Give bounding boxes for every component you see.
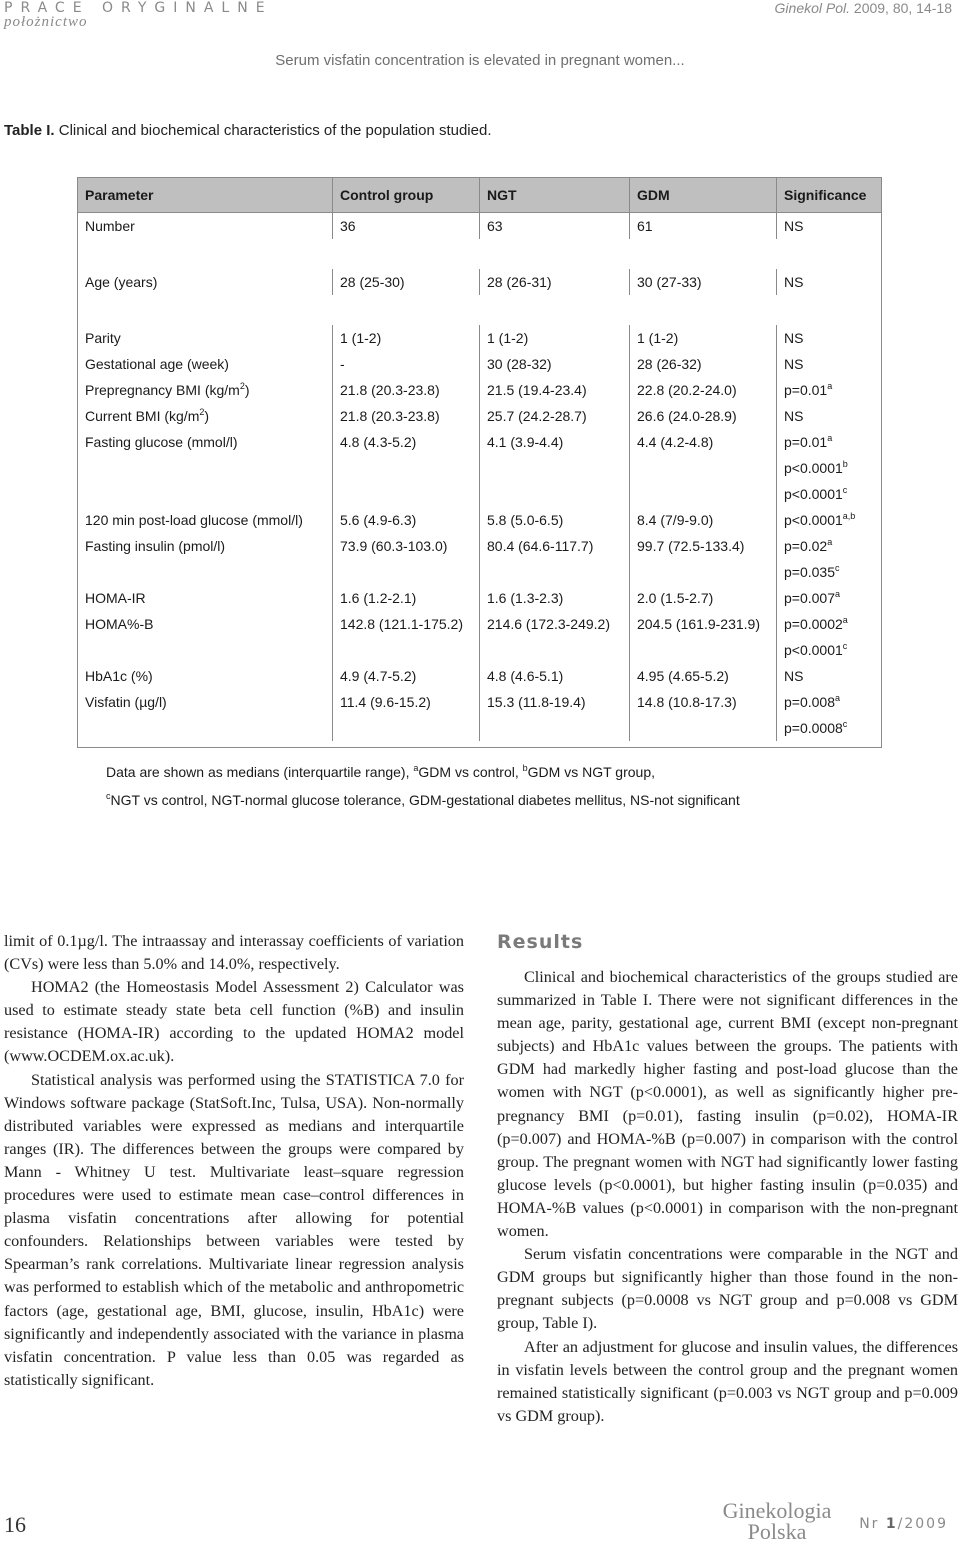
header-parameter: Parameter bbox=[78, 178, 333, 213]
significance-value bbox=[784, 611, 874, 637]
cell-control: 4.8 (4.3-5.2) bbox=[333, 429, 480, 507]
footnote-text: NGT vs control, NGT-normal glucose tolerance, GDM-gestational diabetes mellitus, NS-not significant bbox=[110, 792, 740, 808]
cell-control: 36 bbox=[333, 213, 480, 240]
significance-value bbox=[784, 351, 874, 377]
issue-number: 1 bbox=[885, 1516, 898, 1532]
cell-significance bbox=[777, 663, 882, 689]
significance-sup: a bbox=[827, 433, 833, 443]
footnote-text: GDM vs control, bbox=[418, 764, 523, 780]
cell-parameter bbox=[78, 403, 333, 429]
parameter-label: Gestational age (week) bbox=[85, 356, 229, 372]
significance-value bbox=[784, 213, 874, 239]
paragraph: limit of 0.1µg/l. The intraassay and interassay coefficients of variation (CVs) were less than 5.0% and 14.0%, respectively. bbox=[4, 932, 464, 974]
cell-ngt: 4.1 (3.9-4.4) bbox=[480, 429, 630, 507]
cell-gdm: 22.8 (20.2-24.0) bbox=[630, 377, 777, 403]
table-row bbox=[78, 611, 882, 663]
cell-significance bbox=[777, 507, 882, 533]
paragraph: Statistical analysis was performed using the STATISTICA 7.0 for Windows software package (StatSoft.Inc, Tulsa, USA). Non-normally distributed variables were expressed as medians and interquartile ranges (IR). The differences between the groups were compared by Mann - Whitney U test. Multivariate least–square regression procedures were used to estimate mean case–control differences in plasma visfatin concentrations after allowing for potential confounders. Relationships between variables were tested by Spearman’s rank correlations. Multivariate linear regression analysis was performed to establish which of the metabolic and anthropometric factors (age, gestational age, BMI, glucose, insulin, HbA1c) were significantly and independently associated with the variance in plasma visfatin concentration. P value less than 0.05 was regarded as statistically significant. bbox=[4, 1070, 464, 1389]
spacer-row bbox=[78, 295, 882, 325]
significance-value bbox=[784, 637, 874, 663]
significance-text: p=0.035 bbox=[784, 564, 835, 580]
parameter-label: Age (years) bbox=[85, 274, 158, 290]
cell-parameter bbox=[78, 611, 333, 663]
parameter-tail: ) bbox=[204, 408, 210, 424]
cell-gdm: 4.4 (4.2-4.8) bbox=[630, 429, 777, 507]
table-footnote-2 bbox=[106, 792, 740, 808]
significance-sup: c bbox=[842, 641, 848, 651]
significance-value bbox=[784, 533, 874, 559]
significance-sup: a bbox=[842, 615, 848, 625]
cell-ngt: 15.3 (11.8-19.4) bbox=[480, 689, 630, 741]
parameter-label: Parity bbox=[85, 330, 121, 346]
parameter-label: Number bbox=[85, 218, 135, 234]
table-row bbox=[78, 585, 882, 611]
logo-line-2: Polska bbox=[747, 1519, 807, 1544]
cell-parameter bbox=[78, 689, 333, 741]
cell-significance bbox=[777, 377, 882, 403]
cell-gdm: 30 (27-33) bbox=[630, 269, 777, 295]
left-text-column bbox=[4, 930, 464, 1392]
section-category: PRACE ORYGINALNE bbox=[4, 0, 273, 16]
cell-parameter bbox=[78, 429, 333, 507]
significance-value bbox=[784, 429, 874, 455]
significance-sup: b bbox=[842, 459, 848, 469]
cell-parameter bbox=[78, 585, 333, 611]
cell-ngt: 21.5 (19.4-23.4) bbox=[480, 377, 630, 403]
footnote-sup: c bbox=[106, 791, 111, 801]
issue-label bbox=[859, 1516, 948, 1532]
significance-value bbox=[784, 403, 874, 429]
parameter-label: HOMA-IR bbox=[85, 590, 146, 606]
significance-value bbox=[784, 481, 874, 507]
table-row bbox=[78, 429, 882, 507]
table-body bbox=[78, 213, 882, 748]
significance-text: p=0.02 bbox=[784, 538, 828, 554]
cell-gdm: 204.5 (161.9-231.9) bbox=[630, 611, 777, 663]
cell-gdm: 1 (1-2) bbox=[630, 325, 777, 351]
unit-sup: 2 bbox=[239, 381, 245, 391]
table-row bbox=[78, 269, 882, 295]
significance-sup: c bbox=[835, 563, 840, 573]
cell-significance bbox=[777, 533, 882, 585]
significance-text: p<0.0001 bbox=[784, 512, 843, 528]
cell-parameter bbox=[78, 325, 333, 351]
significance-text: p<0.0001 bbox=[784, 642, 843, 658]
journal-name: Ginekol Pol. bbox=[774, 0, 851, 16]
cell-parameter bbox=[78, 663, 333, 689]
cell-ngt: 28 (26-31) bbox=[480, 269, 630, 295]
cell-ngt: 214.6 (172.3-249.2) bbox=[480, 611, 630, 663]
table-row bbox=[78, 325, 882, 351]
cell-significance bbox=[777, 213, 882, 240]
significance-text: NS bbox=[784, 218, 804, 234]
cell-significance bbox=[777, 611, 882, 663]
significance-sup: a bbox=[835, 589, 841, 599]
cell-gdm: 14.8 (10.8-17.3) bbox=[630, 689, 777, 741]
cell-control: 5.6 (4.9-6.3) bbox=[333, 507, 480, 533]
significance-text: p<0.0001 bbox=[784, 486, 843, 502]
cell-parameter bbox=[78, 213, 333, 240]
table-row bbox=[78, 689, 882, 741]
cell-significance bbox=[777, 351, 882, 377]
right-text-column bbox=[497, 930, 958, 1428]
significance-sup: a bbox=[827, 381, 833, 391]
significance-text: p=0.01 bbox=[784, 434, 828, 450]
cell-ngt: 1.6 (1.3-2.3) bbox=[480, 585, 630, 611]
cell-significance bbox=[777, 325, 882, 351]
cell-significance bbox=[777, 585, 882, 611]
table-caption bbox=[4, 122, 492, 139]
significance-sup: a bbox=[827, 537, 833, 547]
cell-parameter bbox=[78, 533, 333, 585]
cell-significance bbox=[777, 429, 882, 507]
significance-sup: a bbox=[835, 693, 841, 703]
paragraph: Serum visfatin concentrations were comparable in the NGT and GDM groups but significantly higher than those found in the non-pregnant subjects (p=0.0008 vs NGT group and p=0.008 vs GDM group, Table I). bbox=[497, 1245, 958, 1333]
cell-control: 142.8 (121.1-175.2) bbox=[333, 611, 480, 663]
issue-year: /2009 bbox=[897, 1516, 948, 1532]
significance-sup: c bbox=[842, 719, 848, 729]
significance-value bbox=[784, 663, 874, 689]
characteristics-table bbox=[77, 177, 882, 748]
results-heading: Results bbox=[497, 931, 584, 953]
footnote-sup: a bbox=[413, 763, 419, 773]
header-ngt: NGT bbox=[480, 178, 630, 213]
cell-parameter bbox=[78, 507, 333, 533]
cell-control: 21.8 (20.3-23.8) bbox=[333, 377, 480, 403]
significance-text: p=0.01 bbox=[784, 382, 828, 398]
cell-gdm: 28 (26-32) bbox=[630, 351, 777, 377]
cell-ngt: 25.7 (24.2-28.7) bbox=[480, 403, 630, 429]
paragraph: After an adjustment for glucose and insulin values, the differences in visfatin levels between the control group and the pregnant women remained statistically significant (p=0.003 vs NGT group and p=0.009 vs GDM group). bbox=[497, 1337, 958, 1425]
significance-text: p=0.0008 bbox=[784, 720, 843, 736]
parameter-label: Visfatin (µg/l) bbox=[85, 694, 167, 710]
journal-volume: 2009, 80, 14-18 bbox=[853, 0, 952, 16]
unit-sup: 2 bbox=[199, 407, 205, 417]
footnote-text: GDM vs NGT group, bbox=[527, 764, 655, 780]
significance-value bbox=[784, 269, 874, 295]
significance-value bbox=[784, 507, 874, 533]
significance-text: NS bbox=[784, 330, 804, 346]
significance-text: NS bbox=[784, 408, 804, 424]
table-header-row bbox=[78, 178, 882, 213]
table-row bbox=[78, 507, 882, 533]
table-row bbox=[78, 403, 882, 429]
cell-parameter bbox=[78, 377, 333, 403]
table-caption-label: Table I. bbox=[4, 122, 55, 139]
spacer-cell bbox=[78, 295, 882, 325]
cell-ngt: 80.4 (64.6-117.7) bbox=[480, 533, 630, 585]
cell-control: 11.4 (9.6-15.2) bbox=[333, 689, 480, 741]
cell-parameter bbox=[78, 269, 333, 295]
cell-gdm: 99.7 (72.5-133.4) bbox=[630, 533, 777, 585]
significance-value bbox=[784, 455, 874, 481]
significance-text: p=0.0002 bbox=[784, 616, 843, 632]
table-row bbox=[78, 533, 882, 585]
footnote-text: Data are shown as medians (interquartile range), bbox=[106, 764, 414, 780]
cell-gdm: 26.6 (24.0-28.9) bbox=[630, 403, 777, 429]
table-row bbox=[78, 663, 882, 689]
significance-text: NS bbox=[784, 356, 804, 372]
cell-ngt: 4.8 (4.6-5.1) bbox=[480, 663, 630, 689]
significance-value bbox=[784, 559, 874, 585]
significance-text: NS bbox=[784, 668, 804, 684]
header-gdm: GDM bbox=[630, 178, 777, 213]
cell-significance bbox=[777, 269, 882, 295]
paragraph: Clinical and biochemical characteristics of the groups studied are summarized in Table I. There were not significant differences in the mean age, parity, gestational age, current BMI (except non-pregnant subjects) and HbA1c values between the groups. The patients with GDM had markedly higher fasting and post-load glucose than the women with NGT (p<0.0001), as well as significantly higher pre-pregnancy BMI (p=0.01), fasting insulin (p=0.02), HOMA-IR (p=0.007) and HOMA-%B (p=0.007) in comparison with the control group. The pregnant women with NGT had significantly lower fasting glucose levels (p<0.0001), but higher fasting insulin (p=0.035) and HOMA-%B values (p<0.0001) in comparison with the non-pregnant women. bbox=[497, 968, 958, 1241]
cell-control: - bbox=[333, 351, 480, 377]
cell-ngt: 1 (1-2) bbox=[480, 325, 630, 351]
parameter-label: HbA1c (%) bbox=[85, 668, 153, 684]
spacer-cell bbox=[78, 239, 882, 269]
running-title: Serum visfatin concentration is elevated in pregnant women... bbox=[275, 52, 685, 69]
cell-control: 21.8 (20.3-23.8) bbox=[333, 403, 480, 429]
significance-value bbox=[784, 715, 874, 741]
parameter-label: Prepregnancy BMI (kg/m bbox=[85, 382, 240, 398]
paragraph: HOMA2 (the Homeostasis Model Assessment 2) Calculator was used to estimate steady state beta cell function (%B) and insulin resistance (HOMA-IR) according to the updated HOMA2 model (www.OCDEM.ox.ac.uk). bbox=[4, 978, 464, 1066]
cell-control: 73.9 (60.3-103.0) bbox=[333, 533, 480, 585]
significance-text: p=0.007 bbox=[784, 590, 835, 606]
significance-sup: c bbox=[842, 485, 848, 495]
parameter-label: HOMA%-B bbox=[85, 616, 154, 632]
parameter-label: 120 min post-load glucose (mmol/l) bbox=[85, 512, 303, 528]
cell-parameter bbox=[78, 351, 333, 377]
logo-line-1: Ginekologia bbox=[722, 1498, 832, 1523]
table-footnote-1 bbox=[106, 764, 655, 780]
significance-text: NS bbox=[784, 274, 804, 290]
page-number: 16 bbox=[4, 1512, 26, 1537]
cell-control: 1 (1-2) bbox=[333, 325, 480, 351]
section-subcategory: położnictwo bbox=[4, 14, 88, 30]
parameter-label: Fasting insulin (pmol/l) bbox=[85, 538, 226, 554]
cell-control: 28 (25-30) bbox=[333, 269, 480, 295]
cell-gdm: 2.0 (1.5-2.7) bbox=[630, 585, 777, 611]
significance-text: p<0.0001 bbox=[784, 460, 843, 476]
parameter-label: Fasting glucose (mmol/l) bbox=[85, 434, 238, 450]
cell-significance bbox=[777, 689, 882, 741]
journal-logo bbox=[712, 1500, 842, 1542]
header-control-group: Control group bbox=[333, 178, 480, 213]
significance-value bbox=[784, 585, 874, 611]
cell-control: 4.9 (4.7-5.2) bbox=[333, 663, 480, 689]
cell-ngt: 5.8 (5.0-6.5) bbox=[480, 507, 630, 533]
significance-value bbox=[784, 689, 874, 715]
cell-gdm: 8.4 (7/9-9.0) bbox=[630, 507, 777, 533]
table-row bbox=[78, 377, 882, 403]
parameter-label: Current BMI (kg/m bbox=[85, 408, 200, 424]
cell-gdm: 4.95 (4.65-5.2) bbox=[630, 663, 777, 689]
table-row bbox=[78, 351, 882, 377]
header-significance: Significance bbox=[777, 178, 882, 213]
table-caption-text: Clinical and biochemical characteristics of the population studied. bbox=[58, 122, 492, 139]
footnote-sup: b bbox=[522, 763, 528, 773]
spacer-cell bbox=[78, 741, 882, 748]
spacer-row bbox=[78, 239, 882, 269]
significance-text: p=0.008 bbox=[784, 694, 835, 710]
significance-value bbox=[784, 325, 874, 351]
parameter-tail: ) bbox=[244, 382, 250, 398]
cell-control: 1.6 (1.2-2.1) bbox=[333, 585, 480, 611]
cell-significance bbox=[777, 403, 882, 429]
cell-ngt: 30 (28-32) bbox=[480, 351, 630, 377]
significance-value bbox=[784, 377, 874, 403]
cell-gdm: 61 bbox=[630, 213, 777, 240]
journal-citation bbox=[775, 0, 952, 16]
significance-sup: a,b bbox=[842, 511, 856, 521]
spacer-row bbox=[78, 741, 882, 748]
table-row bbox=[78, 213, 882, 240]
issue-prefix: Nr bbox=[859, 1516, 880, 1532]
cell-ngt: 63 bbox=[480, 213, 630, 240]
